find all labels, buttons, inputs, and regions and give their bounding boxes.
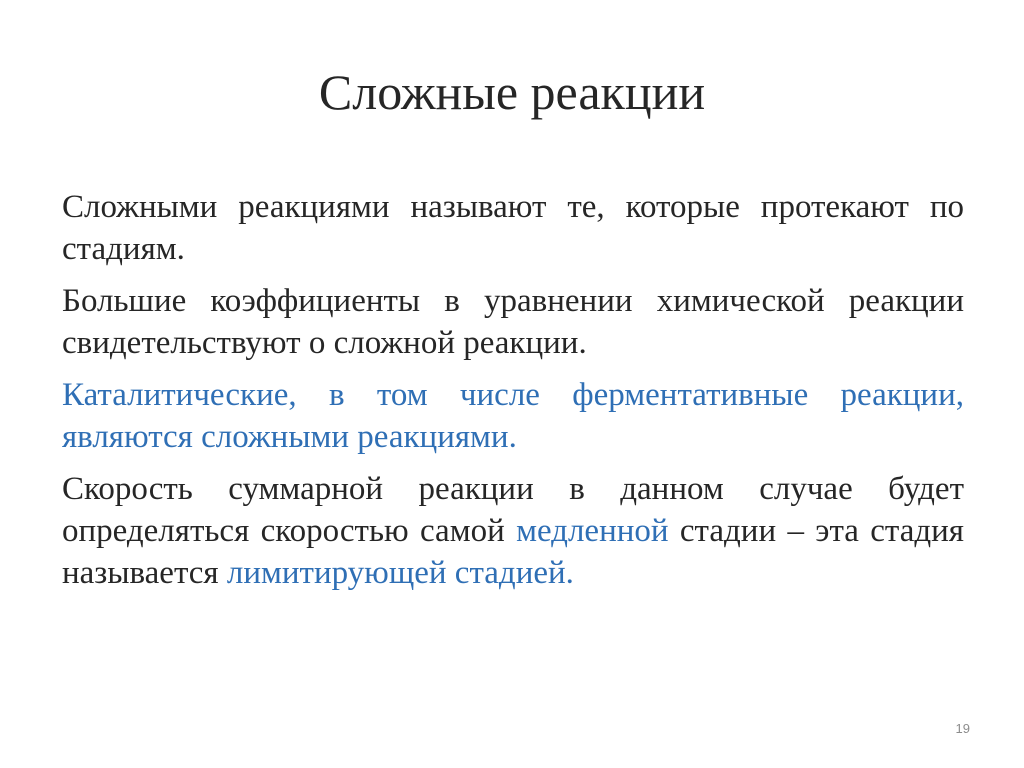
highlight-slowest: медленной — [516, 513, 669, 549]
paragraph-large-coefficients: Большие коэффициенты в уравнении химической реакции свидетельствуют о сложной реакции. — [62, 283, 964, 361]
slide-content — [62, 186, 964, 604]
paragraph-4-text-1: Скорость суммарной реакции в данном случае будет определяться скоростью самой — [62, 471, 964, 549]
paragraph-complex-reactions-definition: Сложными реакциями называют те, которые протекают по стадиям. — [62, 189, 964, 267]
paragraph-rate-limiting-step — [62, 468, 964, 594]
paragraph-4-text-2: стадии – эта стадия называется — [62, 513, 964, 591]
paragraph-catalytic-reactions: Каталитические, в том числе ферментативные реакции, являются сложными реакциями. — [62, 377, 964, 455]
slide-title: Сложные реакции — [318, 64, 706, 120]
highlight-limiting-stage: лимитирующей стадией. — [226, 555, 574, 591]
page-number: 19 — [955, 721, 970, 736]
